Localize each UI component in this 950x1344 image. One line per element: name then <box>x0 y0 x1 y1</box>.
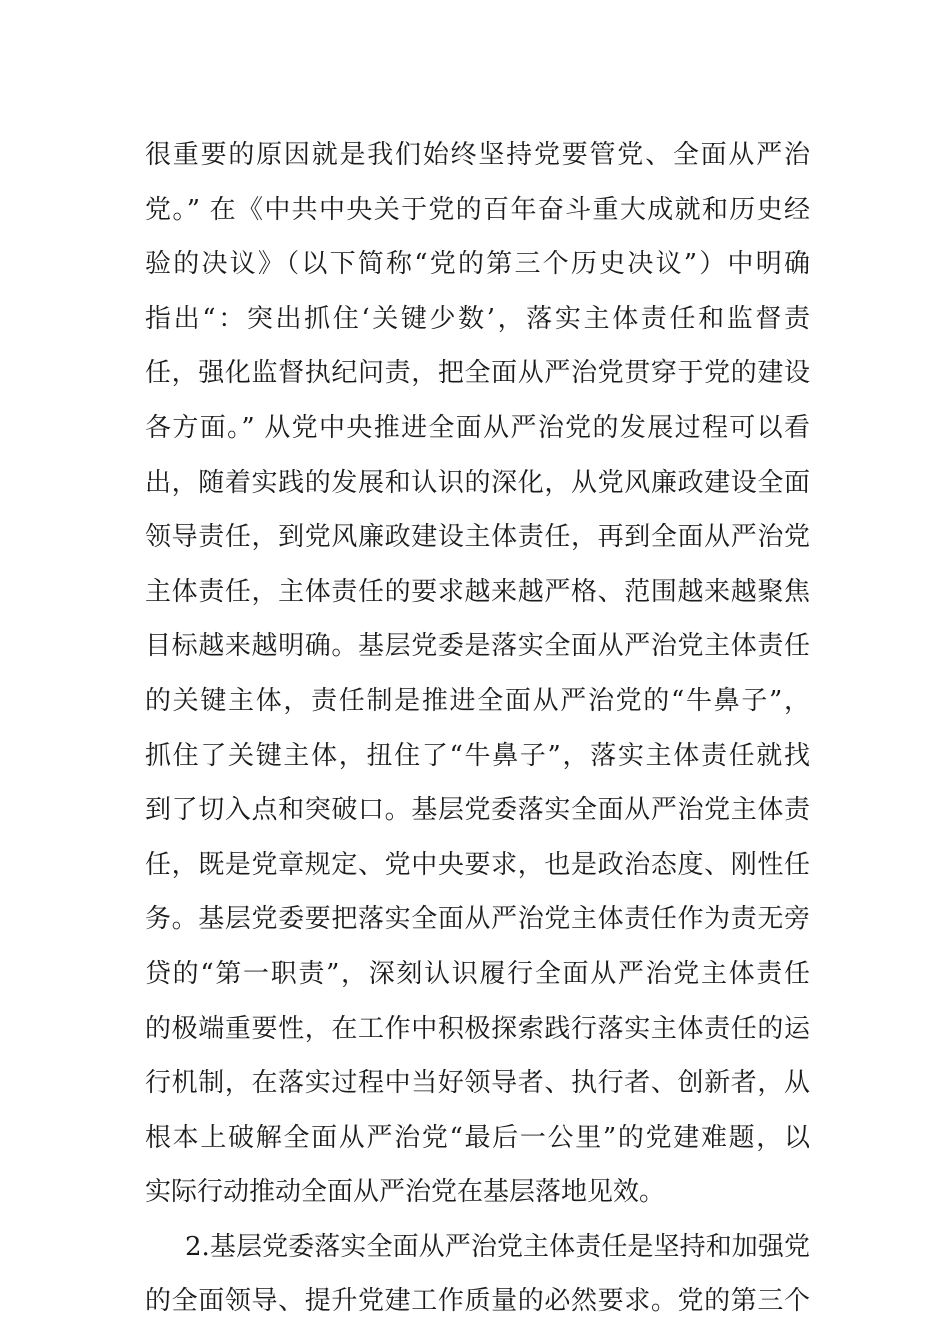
text-line: 验的决议》（以下简称“党的第三个历史决议”）中明确 <box>145 249 810 280</box>
text-line: 任，强化监督执纪问责，把全面从严治党贯穿于党的建设 <box>145 358 810 389</box>
text-line: 根本上破解全面从严治党“最后一公里”的党建难题，以 <box>145 1122 810 1153</box>
text-line: 行机制，在落实过程中当好领导者、执行者、创新者，从 <box>145 1068 810 1099</box>
text-line: 2.基层党委落实全面从严治党主体责任是坚持和加强党 <box>185 1231 810 1262</box>
text-line: 的全面领导、提升党建工作质量的必然要求。党的第三个 <box>145 1286 810 1317</box>
text-line: 党。” 在《中共中央关于党的百年奋斗重大成就和历史经 <box>145 194 810 225</box>
text-line: 主体责任，主体责任的要求越来越严格、范围越来越聚焦 <box>145 576 810 607</box>
text-line: 指出“：突出抓住‘关键少数’，落实主体责任和监督责 <box>145 303 810 334</box>
paragraph-2 <box>145 1220 810 1329</box>
text-line: 到了切入点和突破口。基层党委落实全面从严治党主体责 <box>145 795 810 826</box>
text-line: 的关键主体，责任制是推进全面从严治党的“牛鼻子”， <box>145 685 810 716</box>
text-line: 很重要的原因就是我们始终坚持党要管党、全面从严治 <box>145 140 810 170</box>
text-line: 各方面。” 从党中央推进全面从严治党的发展过程可以看 <box>145 412 810 443</box>
paragraph-1 <box>145 128 810 1220</box>
text-line: 出，随着实践的发展和认识的深化，从党风廉政建设全面 <box>145 467 810 498</box>
text-line: 抓住了关键主体，扭住了“牛鼻子”，落实主体责任就找 <box>145 740 810 771</box>
text-line: 务。基层党委要把落实全面从严治党主体责任作为责无旁 <box>145 904 810 935</box>
body-text <box>145 128 810 1329</box>
text-line: 任，既是党章规定、党中央要求，也是政治态度、刚性任 <box>145 849 810 880</box>
text-line: 领导责任，到党风廉政建设主体责任，再到全面从严治党 <box>145 522 810 553</box>
text-line: 的极端重要性，在工作中积极探索践行落实主体责任的运 <box>145 1013 810 1044</box>
text-line: 目标越来越明确。基层党委是落实全面从严治党主体责任 <box>145 631 810 662</box>
text-line: 实际行动推动全面从严治党在基层落地见效。 <box>145 1177 666 1208</box>
text-line: 贷的“第一职责”，深刻认识履行全面从严治党主体责任 <box>145 958 810 989</box>
